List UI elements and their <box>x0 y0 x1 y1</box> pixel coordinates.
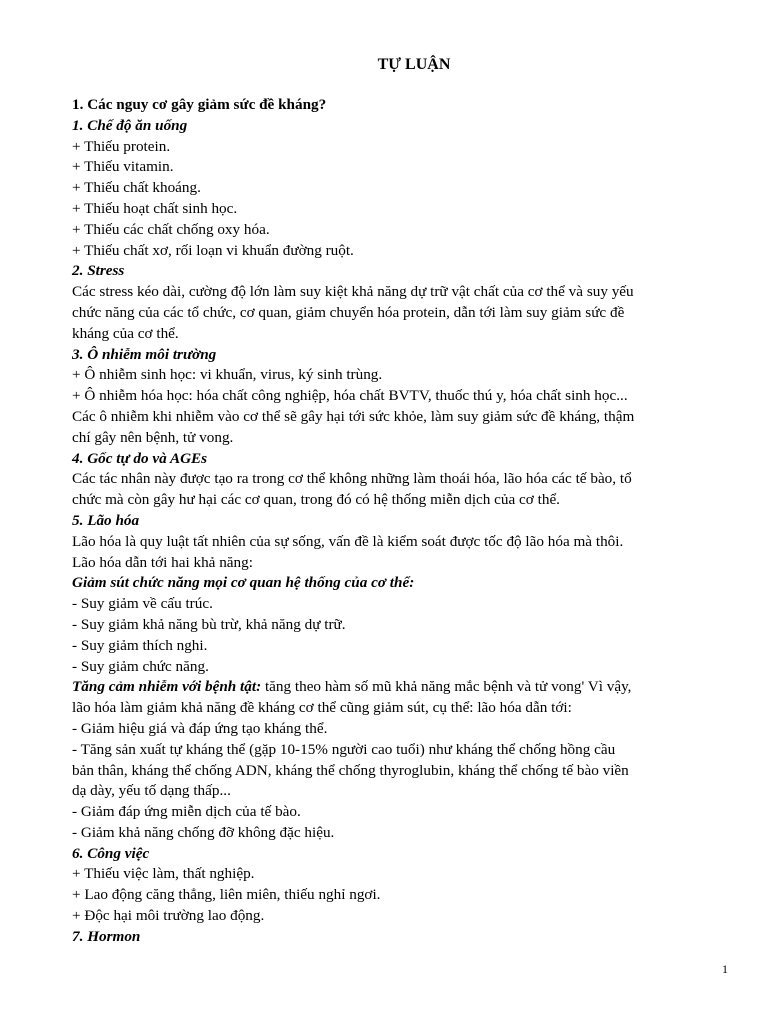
paragraph-line: + Thiếu hoạt chất sinh học. <box>72 199 238 217</box>
paragraph-line: + Thiếu vitamin. <box>72 158 174 176</box>
paragraph-line: Lão hóa dẫn tới hai khả năng: <box>72 553 253 571</box>
paragraph-line: + Thiếu chất xơ, rối loạn vi khuẩn đường ruột. <box>72 241 354 259</box>
paragraph-line: + Ô nhiễm hóa học: hóa chất công nghiệp, hóa chất BVTV, thuốc thú y, hóa chất sinh học... <box>72 387 628 405</box>
paragraph-line: + Lao động căng thẳng, liên miên, thiếu nghỉ ngơi. <box>72 886 381 904</box>
page-number: 1 <box>722 962 728 976</box>
paragraph-line: + Độc hại môi trường lao động. <box>72 907 265 925</box>
paragraph-line: bản thân, kháng thể chống ADN, kháng thể chống thyroglubin, kháng thể chống tế bào viền <box>72 761 629 779</box>
document-body <box>72 95 732 948</box>
section-heading: 3. Ô nhiễm môi trường <box>72 345 217 363</box>
section-heading: 1. Chế độ ăn uống <box>72 116 188 134</box>
section-heading: 4. Gốc tự do và AGEs <box>72 449 208 467</box>
paragraph-line: + Thiếu chất khoáng. <box>72 179 201 197</box>
paragraph-line: chí gây nên bệnh, tử vong. <box>72 428 234 446</box>
section-heading: Giảm sút chức năng mọi cơ quan hệ thống của cơ thể: <box>72 574 415 592</box>
question-heading: 1. Các nguy cơ gây giảm sức đề kháng? <box>72 96 327 113</box>
page-title: TỰ LUẬN <box>377 56 451 73</box>
paragraph-line: + Thiếu việc làm, thất nghiệp. <box>72 865 255 883</box>
paragraph-line: - Suy giảm khả năng bù trừ, khả năng dự trữ. <box>72 615 346 633</box>
paragraph-line: + Ô nhiễm sinh học: vi khuẩn, virus, ký sinh trùng. <box>72 366 383 384</box>
section-heading: 7. Hormon <box>72 927 141 945</box>
paragraph-line: - Suy giảm về cấu trúc. <box>72 595 213 613</box>
paragraph-line: - Giảm khả năng chống đỡ không đặc hiệu. <box>72 823 335 841</box>
paragraph-line: + Thiếu các chất chống oxy hóa. <box>72 220 270 238</box>
paragraph-line: - Suy giảm thích nghi. <box>72 636 208 654</box>
paragraph-line: - Giảm hiệu giá và đáp ứng tạo kháng thể. <box>72 719 328 737</box>
paragraph-line: dạ dày, yếu tố dạng thấp... <box>72 782 231 800</box>
paragraph-line: - Tăng sản xuất tự kháng thể (gặp 10-15% người cao tuổi) như kháng thể chống hồng cầu <box>72 740 616 758</box>
paragraph-line: - Giảm đáp ứng miễn dịch của tế bào. <box>72 803 301 821</box>
paragraph-line: - Suy giảm chức năng. <box>72 657 209 675</box>
paragraph-line: lão hóa làm giảm khả năng đề kháng cơ thể cũng giảm sút, cụ thể: lão hóa dẫn tới: <box>72 699 572 717</box>
inline-bold-label: Tăng cảm nhiễm với bệnh tật: <box>72 678 262 696</box>
paragraph-line: Các stress kéo dài, cường độ lớn làm suy kiệt khả năng dự trữ vật chất của cơ thể và suy yếu <box>72 283 634 301</box>
paragraph-line: kháng của cơ thể. <box>72 324 179 342</box>
section-heading: 5. Lão hóa <box>72 511 140 529</box>
paragraph-line: + Thiếu protein. <box>72 137 171 155</box>
section-heading: 2. Stress <box>72 262 125 280</box>
paragraph-line <box>72 677 732 698</box>
section-heading: 6. Công việc <box>72 844 150 862</box>
paragraph-line: Lão hóa là quy luật tất nhiên của sự sống, vấn đề là kiểm soát được tốc độ lão hóa mà thôi. <box>72 532 624 550</box>
paragraph-line: Các ô nhiễm khi nhiễm vào cơ thể sẽ gây hại tới sức khỏe, làm suy giảm sức đề kháng, thậm <box>72 407 635 425</box>
paragraph-line: chức mà còn gây hư hại các cơ quan, trong đó có hệ thống miễn dịch của cơ thể. <box>72 491 560 509</box>
paragraph-line: chức năng của các tổ chức, cơ quan, giảm chuyển hóa protein, dẫn tới làm suy giảm sức đề <box>72 303 625 321</box>
paragraph-line: Các tác nhân này được tạo ra trong cơ thể không những làm thoái hóa, lão hóa các tế bào, tổ <box>72 470 632 488</box>
inline-text: tăng theo hàm số mũ khả năng mắc bệnh và tử vong' Vì vậy, <box>261 678 632 696</box>
